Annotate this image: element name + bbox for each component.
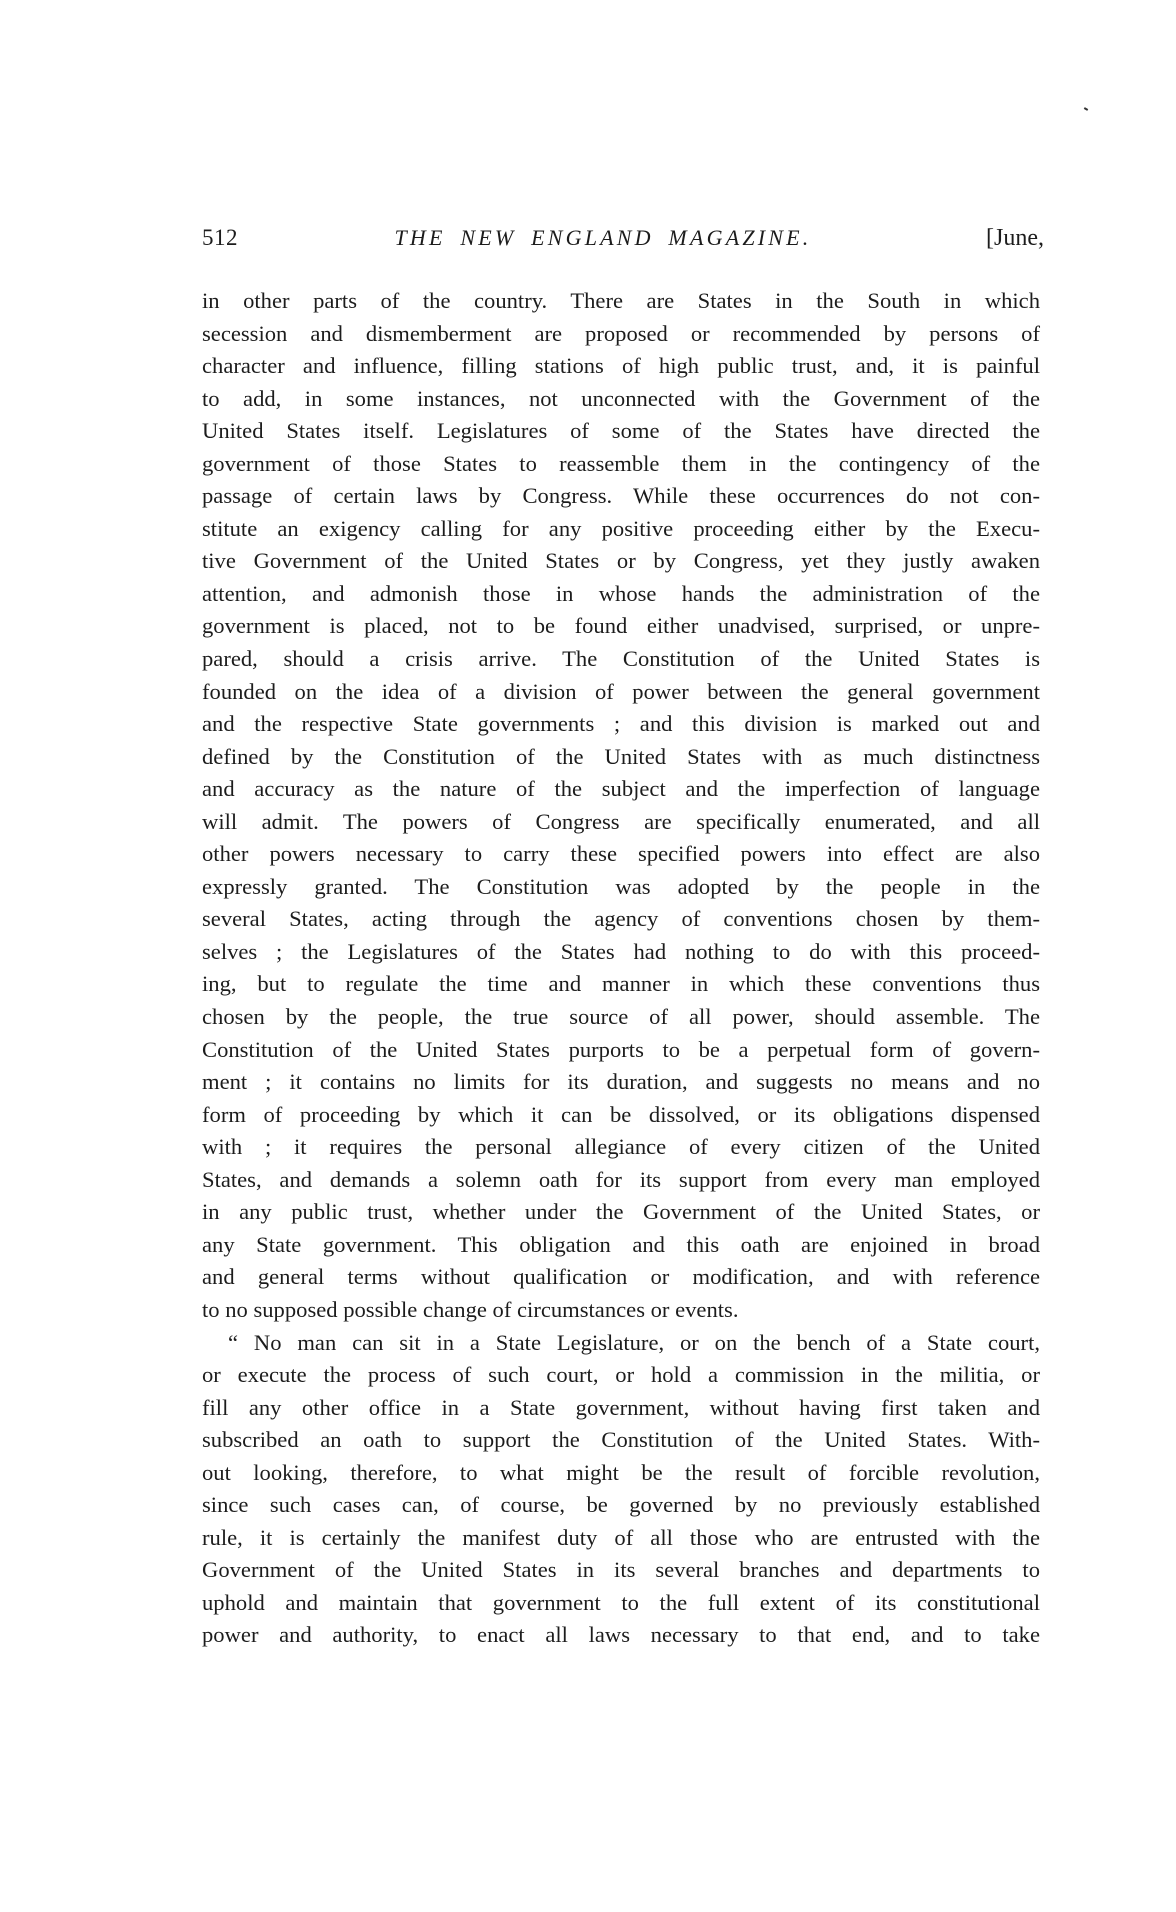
text-line: since such cases can, of course, be governed by no previously established [202, 1492, 1040, 1518]
text-line: to add, in some instances, not unconnected with the Government of the [202, 385, 1040, 411]
text-line: defined by the Constitution of the United States with as much distinctness [202, 743, 1040, 769]
text-line: pared, should a crisis arrive. The Constitution of the United States is [202, 646, 1040, 672]
text-line: ing, but to regulate the time and manner in which these conventions thus [202, 971, 1040, 997]
text-line: selves ; the Legislatures of the States had nothing to do with this proceed- [202, 938, 1040, 964]
text-line: out looking, therefore, to what might be the result of forcible revolution, [202, 1459, 1040, 1485]
text-line: passage of certain laws by Congress. While these occurrences do not con- [202, 483, 1040, 509]
running-head [202, 222, 1044, 256]
text-line: uphold and maintain that government to the full extent of its constitutional [202, 1589, 1040, 1615]
text-line: expressly granted. The Constitution was adopted by the people in the [202, 873, 1040, 899]
text-line: tive Government of the United States or by Congress, yet they justly awaken [202, 548, 1040, 574]
text-line: and general terms without qualification or modification, and with reference [202, 1264, 1040, 1290]
text-line: ment ; it contains no limits for its duration, and suggests no means and no [202, 1069, 1040, 1095]
text-line: Constitution of the United States purports to be a perpetual form of govern- [202, 1036, 1040, 1062]
article-body [202, 285, 1040, 1652]
text-line: power and authority, to enact all laws necessary to that end, and to take [202, 1622, 1040, 1648]
text-line: secession and dismemberment are proposed or recommended by persons of [202, 320, 1040, 346]
text-line: chosen by the people, the true source of all power, should assemble. The [202, 1004, 1040, 1030]
text-line: with ; it requires the personal allegiance of every citizen of the United [202, 1134, 1040, 1160]
text-line: government of those States to reassemble them in the contingency of the [202, 450, 1040, 476]
text-line: in any public trust, whether under the Government of the United States, or [202, 1199, 1040, 1225]
scan-speck [1084, 107, 1088, 111]
text-line: government is placed, not to be found either unadvised, surprised, or unpre- [202, 613, 1040, 639]
text-line: Government of the United States in its several branches and departments to [202, 1557, 1040, 1583]
paragraph-2 [202, 1327, 1040, 1652]
issue-month: [June, [986, 225, 1044, 251]
page-number: 512 [202, 225, 238, 250]
text-line: subscribed an oath to support the Constitution of the United States. With- [202, 1427, 1040, 1453]
text-line: other powers necessary to carry these specified powers into effect are also [202, 841, 1040, 867]
text-line: and accuracy as the nature of the subject and the imperfection of language [202, 776, 1040, 802]
text-line: States, and demands a solemn oath for its support from every man employed [202, 1166, 1040, 1192]
text-line: attention, and admonish those in whose hands the administration of the [202, 580, 1040, 606]
paragraph-1 [202, 285, 1040, 1327]
text-line: any State government. This obligation and this oath are enjoined in broad [202, 1231, 1040, 1257]
text-line: rule, it is certainly the manifest duty of all those who are entrusted with the [202, 1524, 1040, 1550]
text-line: and the respective State governments ; and this division is marked out and [202, 711, 1040, 737]
text-line: character and influence, filling stations of high public trust, and, it is painful [202, 353, 1040, 379]
text-line: founded on the idea of a division of power between the general government [202, 678, 1040, 704]
text-line: fill any other office in a State government, without having first taken and [202, 1394, 1040, 1420]
text-line: to no supposed possible change of circumstances or events. [202, 1296, 739, 1322]
magazine-title: THE NEW ENGLAND MAGAZINE. [394, 225, 812, 250]
text-line: will admit. The powers of Congress are specifically enumerated, and all [202, 808, 1040, 834]
text-line: stitute an exigency calling for any positive proceeding either by the Execu- [202, 515, 1040, 541]
text-line: several States, acting through the agency of conventions chosen by them- [202, 906, 1040, 932]
text-line: in other parts of the country. There are States in the South in which [202, 288, 1040, 313]
text-line: United States itself. Legislatures of some of the States have directed the [202, 418, 1040, 444]
text-line: form of proceeding by which it can be dissolved, or its obligations dispensed [202, 1101, 1040, 1127]
text-line: or execute the process of such court, or hold a commission in the militia, or [202, 1362, 1040, 1388]
text-line: “ No man can sit in a State Legislature, or on the bench of a State court, [228, 1329, 1040, 1355]
